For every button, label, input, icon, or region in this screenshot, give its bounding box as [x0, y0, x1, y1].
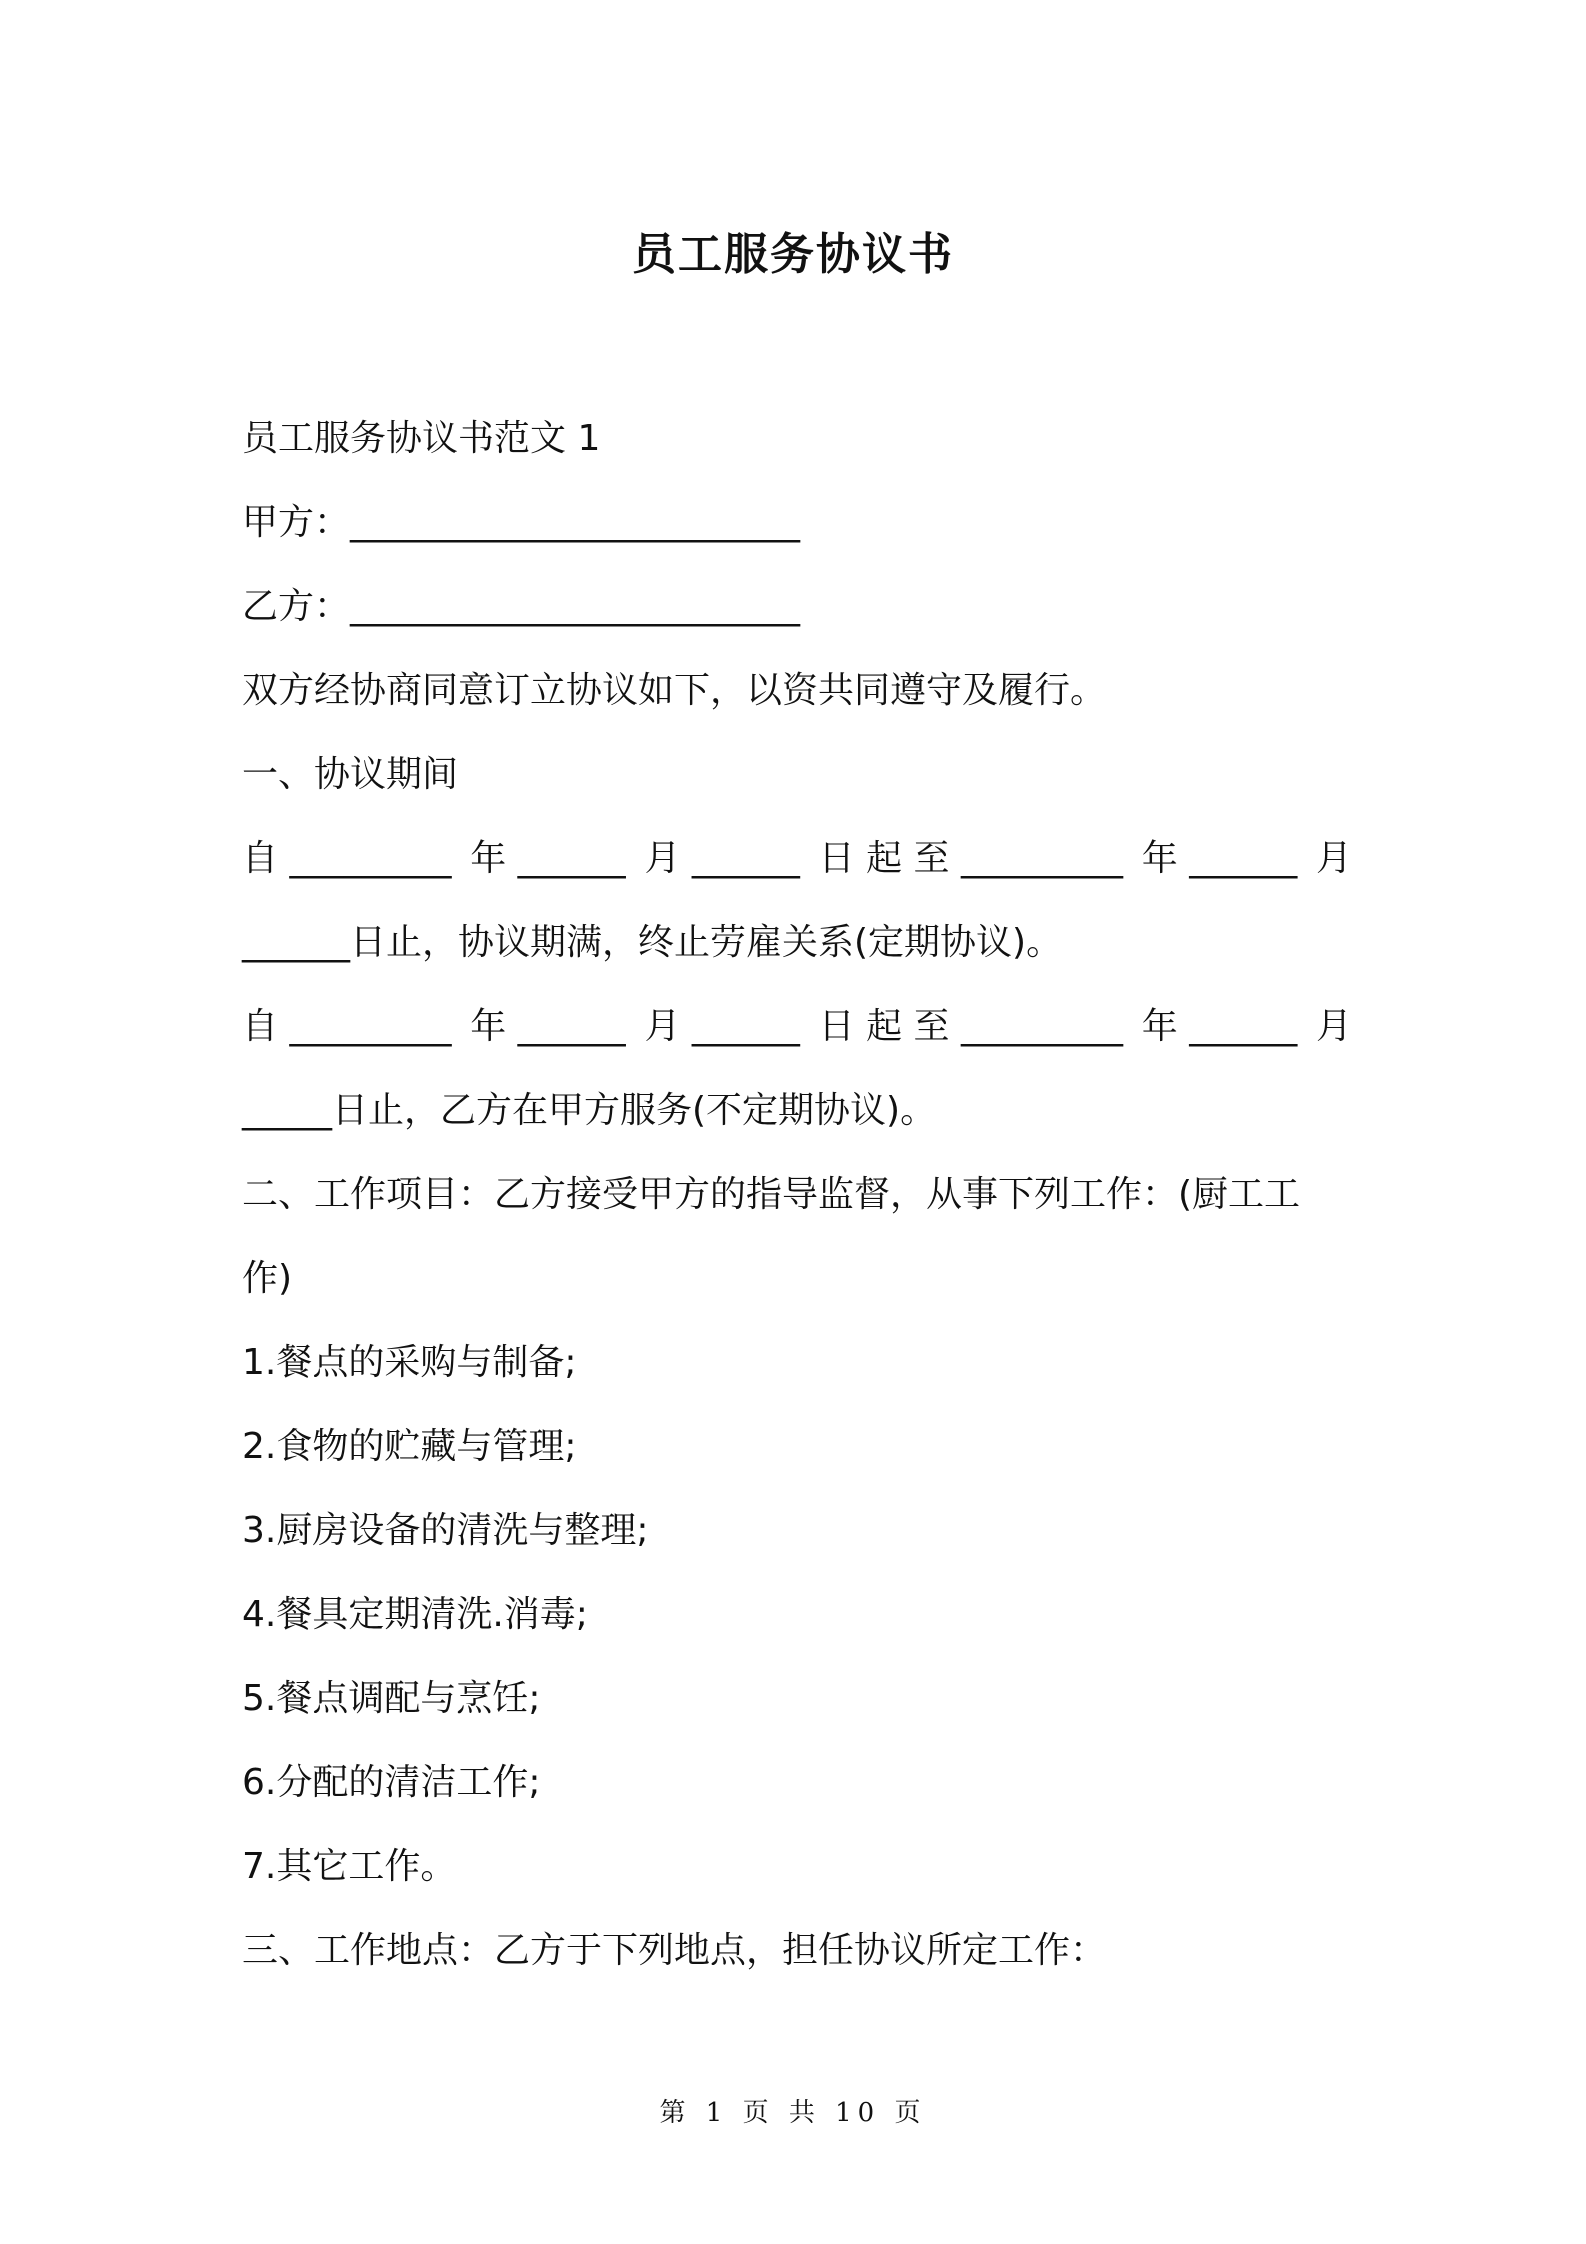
clause-work-items-continued: 作) [242, 1258, 293, 1299]
fixed-term-line: ______日止，协议期满，终止劳雇关系(定期协议)。 [242, 922, 1063, 963]
clause-heading-work-location: 三、工作地点：乙方于下列地点，担任协议所定工作： [242, 1930, 1107, 1971]
list-item: 7.其它工作。 [242, 1846, 457, 1887]
date-segment: 日 起 至 _________ [818, 838, 1123, 879]
list-item: 4.餐具定期清洗.消毒; [242, 1594, 588, 1635]
date-segment: 日 起 至 _________ [818, 1006, 1123, 1047]
date-segment: 年 ______ [1141, 838, 1298, 879]
date-segment: 月 ______ [644, 838, 800, 879]
agreement-intro: 双方经协商同意订立协议如下，以资共同遵守及履行。 [242, 670, 1107, 711]
fixed-term-date-row [242, 824, 1352, 908]
date-segment: 月 ______ [644, 1006, 800, 1047]
open-term-date-row [242, 992, 1352, 1076]
list-item: 5.餐点调配与烹饪; [242, 1678, 541, 1719]
section-heading: 员工服务协议书范文 1 [242, 418, 601, 459]
date-segment: 年 ______ [470, 1006, 626, 1047]
date-segment: 年 ______ [470, 838, 626, 879]
clause-heading-work-items: 二、工作项目：乙方接受甲方的指导监督，从事下列工作：(厨工工 [242, 1174, 1301, 1215]
date-segment: 自 _________ [242, 1006, 452, 1047]
list-item: 1.餐点的采购与制备; [242, 1342, 577, 1383]
date-segment: 年 ______ [1141, 1006, 1298, 1047]
party-b-line: 乙方：_________________________ [242, 586, 801, 627]
party-a-line: 甲方：_________________________ [242, 502, 801, 543]
list-item: 2.食物的贮藏与管理; [242, 1426, 577, 1467]
open-term-line: _____日止，乙方在甲方服务(不定期协议)。 [242, 1090, 937, 1131]
date-segment: 月 [1315, 1006, 1352, 1047]
clause-heading-period: 一、协议期间 [242, 754, 459, 795]
document-title: 员工服务协议书 [632, 229, 954, 280]
list-item: 3.厨房设备的清洗与整理; [242, 1510, 649, 1551]
page-number: 第 1 页 共 10 页 [659, 2098, 927, 2128]
date-segment: 自 _________ [242, 838, 452, 879]
date-segment: 月 [1315, 838, 1352, 879]
document-body [242, 404, 1352, 2000]
list-item: 6.分配的清洁工作; [242, 1762, 541, 1803]
